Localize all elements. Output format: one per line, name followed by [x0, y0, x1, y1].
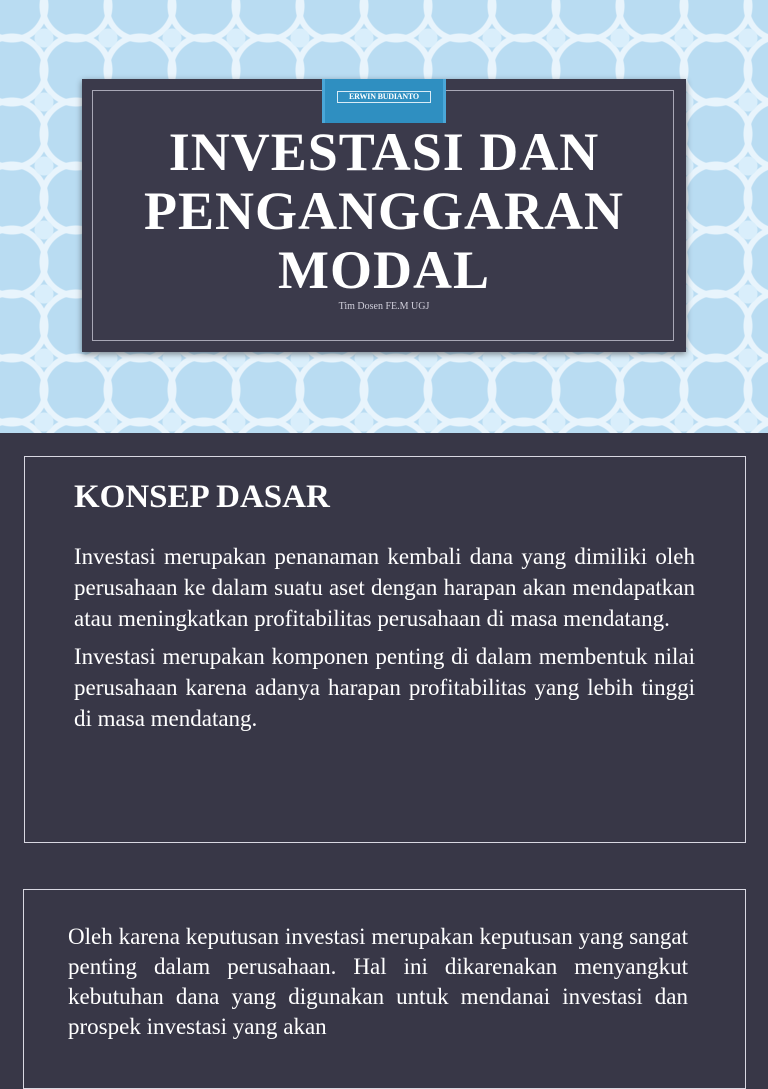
slide-body: [74, 541, 695, 741]
title-line-3: MODAL: [278, 240, 490, 300]
konsep-dasar-slide: [24, 456, 746, 843]
presentation-title: [82, 123, 686, 300]
title-card: [82, 79, 686, 352]
slide-body: [68, 922, 688, 1049]
slide-heading: KONSEP DASAR: [74, 479, 330, 515]
paragraph-2: Investasi merupakan komponen penting di dalam membentuk nilai perusahaan karena adanya harapan profitabilitas yang lebih tinggi di masa mendatang.: [74, 644, 695, 731]
paragraph-1: Oleh karena keputusan investasi merupakan keputusan yang sangat penting dalam perusahaan. Hal ini dikarenakan menyangkut kebutuhan dana yang digunakan untuk mendanai investasi dan prospek investasi yang akan: [68, 924, 688, 1039]
author-name: ERWIN BUDIANTO: [337, 91, 431, 103]
presentation-subtitle: Tim Dosen FE.M UGJ: [338, 301, 430, 312]
title-slide: [0, 0, 768, 433]
title-line-1: INVESTASI DAN: [168, 122, 600, 182]
next-slide: [23, 889, 746, 1089]
author-tab: [322, 79, 446, 123]
paragraph-1: Investasi merupakan penanaman kembali dana yang dimiliki oleh perusahaan ke dalam suatu aset dengan harapan akan mendapatkan atau meningkatkan profitabilitas perusahaan di masa mendatang.: [74, 544, 695, 631]
title-line-2: PENGANGGARAN: [144, 181, 624, 241]
